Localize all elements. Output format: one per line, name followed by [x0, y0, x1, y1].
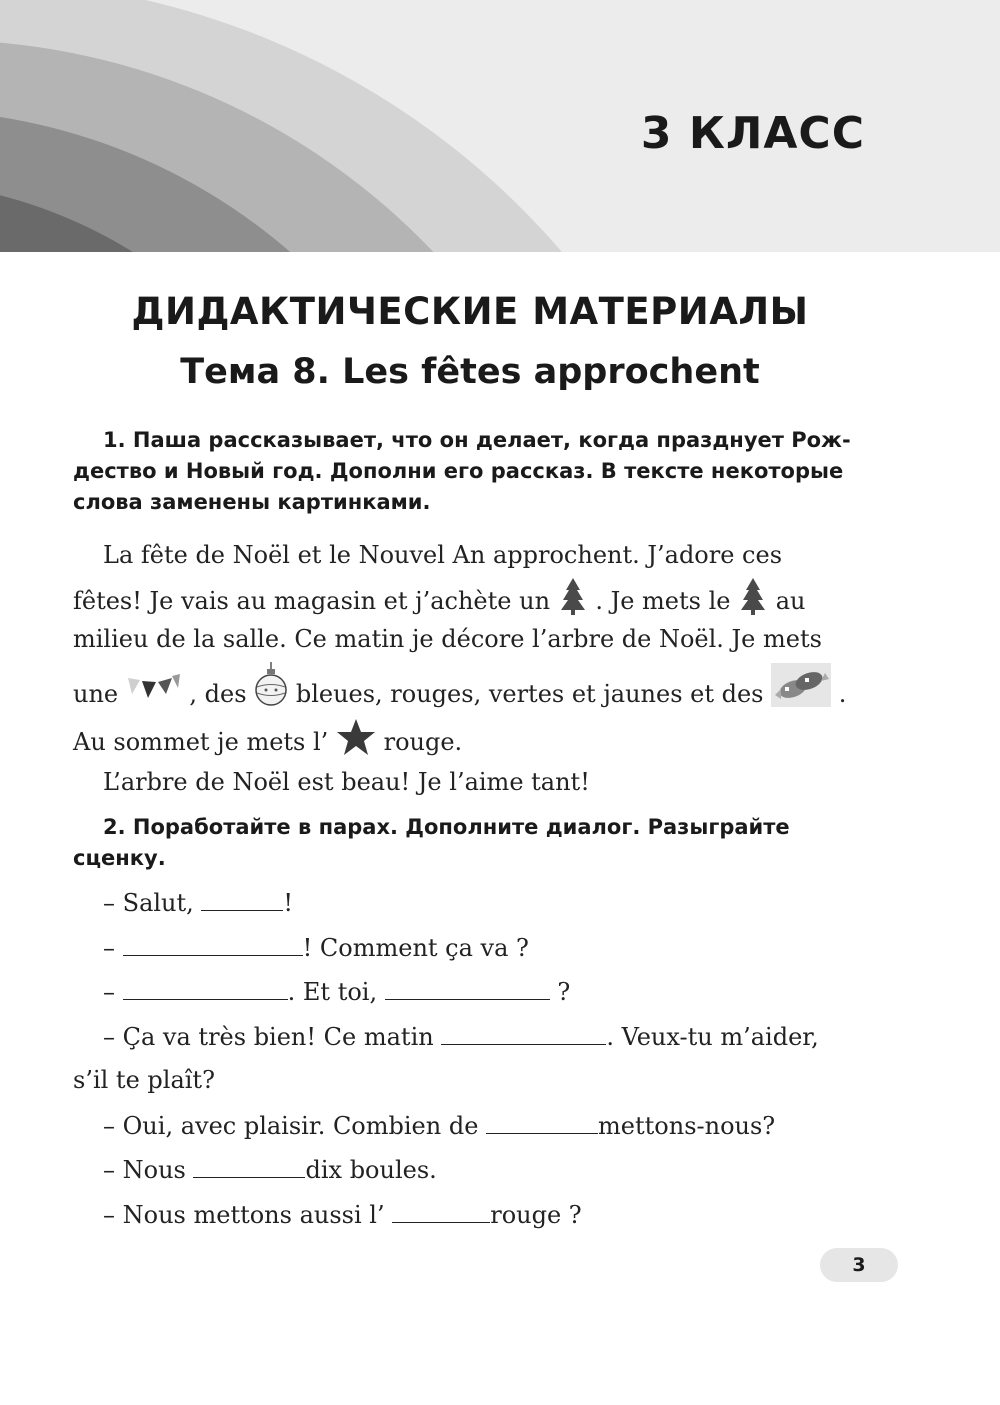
dialog-text: . Et toi, — [287, 978, 385, 1006]
dialog-text: ? — [549, 978, 571, 1006]
task-1-instructions — [73, 425, 867, 518]
story-text-segment: milieu de la salle. Ce matin je décore l’arbre de Noël. Je mets — [73, 625, 822, 653]
dialog-text: – Ça va très bien! Ce matin — [103, 1022, 442, 1051]
dialog-line-5 — [73, 1058, 868, 1103]
story-text-segment: au — [775, 587, 806, 615]
blank-field[interactable] — [193, 1147, 305, 1178]
story-line-1 — [73, 534, 868, 576]
story-line-4 — [73, 660, 868, 718]
story-line-6 — [73, 760, 868, 804]
main-title: ДИДАКТИЧЕСКИЕ МАТЕРИАЛЫ — [131, 290, 809, 333]
dialog-text: – Nous — [103, 1156, 194, 1184]
dialog-line-8 — [73, 1192, 868, 1237]
task-1-line-1: 1. Паша рассказывает, что он делает, когда празднует Рож- — [103, 428, 851, 452]
story-text-segment: rouge. — [383, 728, 463, 756]
story-line-2 — [73, 576, 868, 618]
blank-field[interactable] — [385, 969, 550, 1000]
dialog-line-4 — [73, 1014, 868, 1059]
page-number: 3 — [820, 1248, 898, 1282]
task-1-line-2: дество и Новый год. Дополни его рассказ. В тексте некоторые — [73, 459, 844, 483]
story-text-segment: La fête de Noël et le Nouvel An approchent. J’adore ces — [103, 541, 783, 569]
dialog-text: dix boules. — [305, 1156, 437, 1184]
blank-field[interactable] — [486, 1103, 598, 1134]
story-line-5 — [73, 718, 868, 760]
dialog-text: mettons-nous? — [598, 1111, 776, 1140]
task-2-line-2: сценку. — [73, 846, 166, 870]
story-text-segment: , des — [189, 680, 247, 708]
story-text-segment: bleues, rouges, vertes et jaunes et des — [295, 680, 764, 708]
blank-field[interactable] — [441, 1014, 606, 1045]
story-text-segment: . — [838, 680, 847, 708]
dialog-line-6 — [73, 1103, 868, 1148]
dialog-exercise — [73, 880, 868, 1236]
class-label: 3 КЛАСС — [640, 108, 865, 159]
dialog-text: s’il te plaît? — [73, 1066, 215, 1094]
story-text-segment: . Je mets le — [595, 587, 731, 615]
story-text-segment: Au sommet je mets l’ — [73, 728, 329, 756]
task-2-instructions — [73, 812, 867, 874]
dialog-line-1 — [73, 880, 868, 925]
blank-field[interactable] — [201, 880, 283, 911]
dialog-text: ! Comment ça va ? — [302, 933, 529, 962]
blank-field[interactable] — [123, 969, 288, 1000]
blank-field[interactable] — [392, 1192, 490, 1223]
task-1-line-3: слова заменены картинками. — [73, 490, 431, 514]
dialog-line-2 — [73, 925, 868, 970]
dialog-text: – — [103, 978, 123, 1006]
garland-icon — [126, 667, 182, 725]
task-2-line-1: 2. Поработайте в парах. Дополните диалог. Разыграйте — [103, 815, 790, 839]
dialog-text: – Nous mettons aussi l’ — [103, 1200, 393, 1229]
story-text-segment: fêtes! Je vais au magasin et j’achète un — [73, 587, 551, 615]
dialog-text: – — [103, 933, 123, 962]
header-band — [0, 0, 1000, 252]
dialog-text: – Oui, avec plaisir. Combien de — [103, 1111, 487, 1140]
story-text-segment: L’arbre de Noël est beau! Je l’aime tant! — [103, 768, 590, 796]
dialog-line-3 — [73, 969, 868, 1014]
story-text-segment: une — [73, 680, 119, 708]
dialog-text: . Veux-tu m’aider, — [606, 1022, 819, 1051]
blank-field[interactable] — [123, 925, 303, 956]
topic-title: Тема 8. Les fêtes approchent — [180, 352, 760, 392]
dialog-text: rouge ? — [490, 1200, 582, 1229]
story-line-3 — [73, 618, 868, 660]
story-text — [73, 534, 868, 804]
dialog-text: ! — [283, 889, 294, 917]
dialog-text: – Salut, — [103, 889, 202, 917]
dialog-line-7 — [73, 1147, 868, 1192]
